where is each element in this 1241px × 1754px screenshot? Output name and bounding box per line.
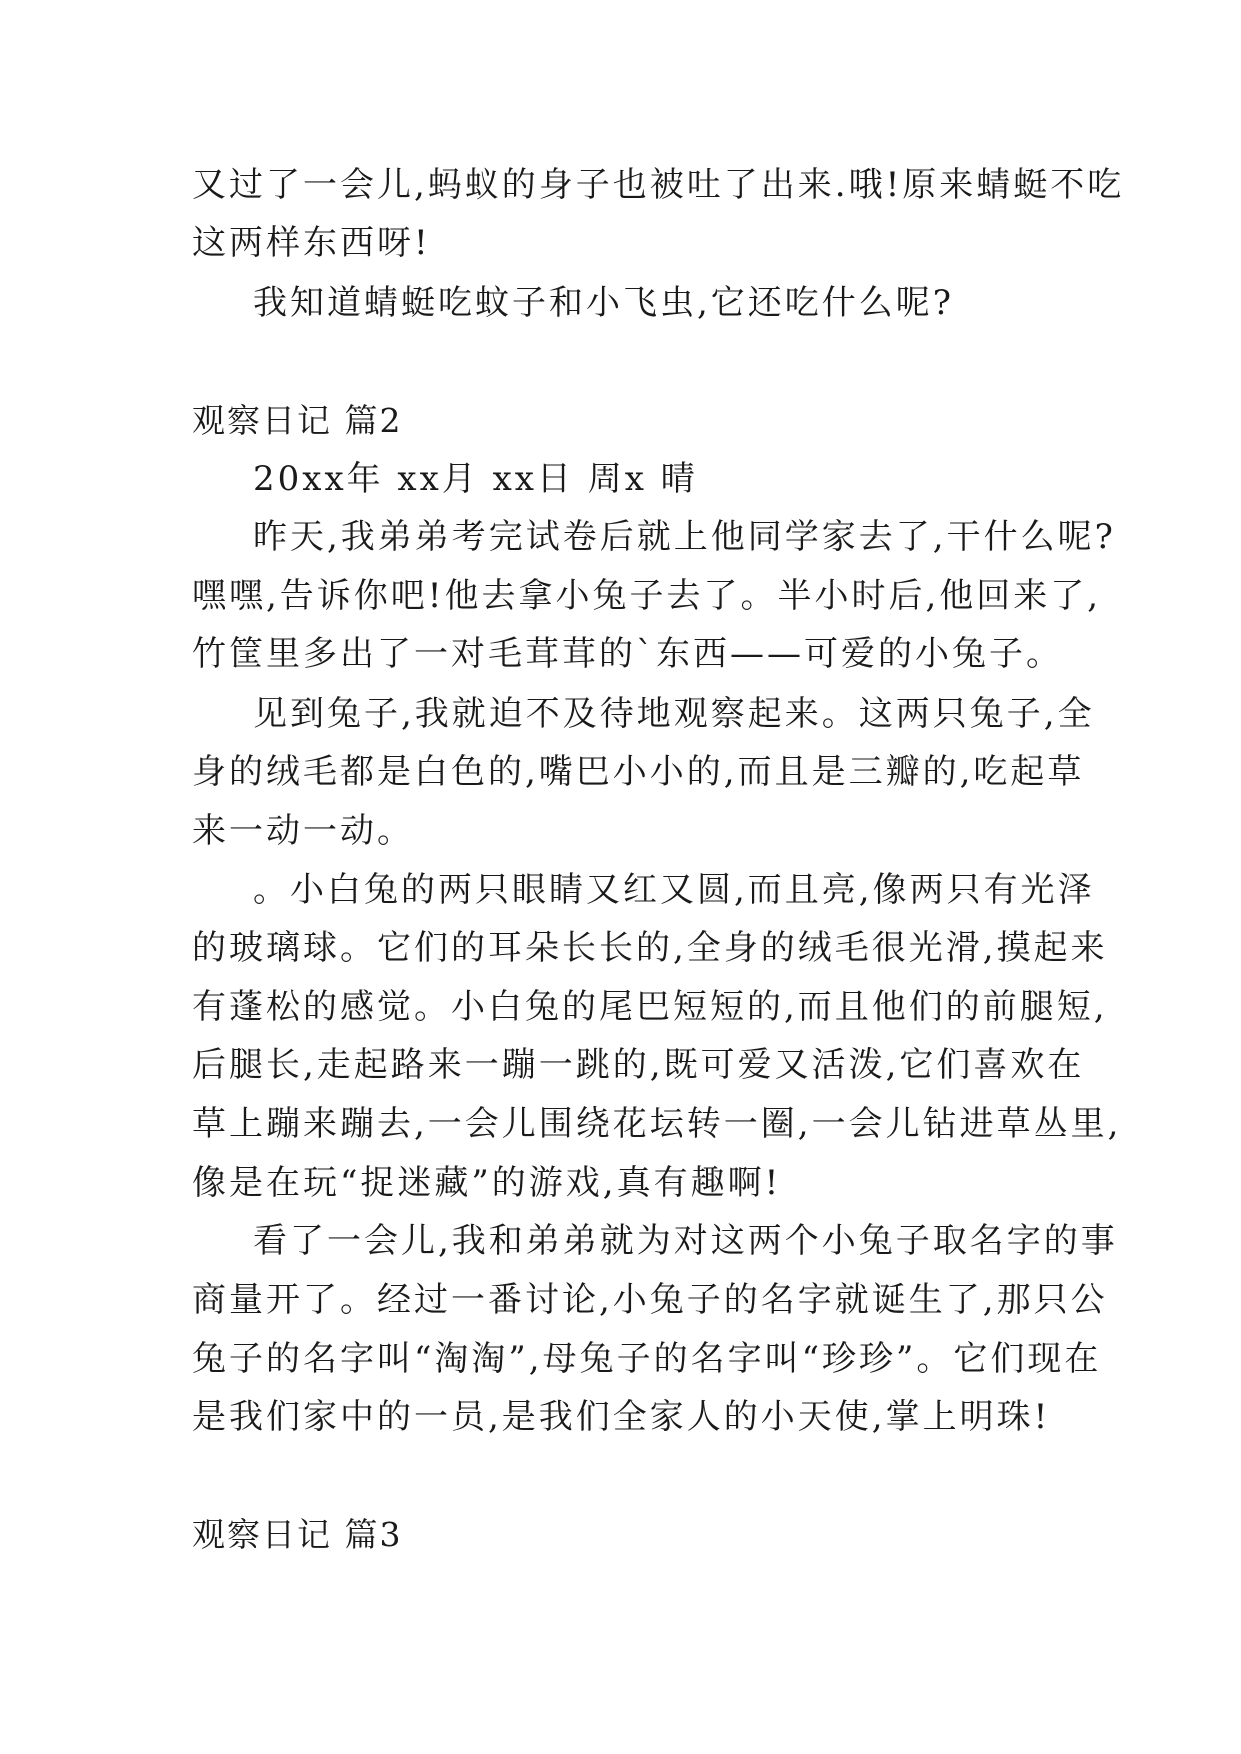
- paragraph-line: 后腿长,走起路来一蹦一跳的,既可爱又活泼,它们喜欢在: [192, 1045, 1085, 1085]
- paragraph-line: 的玻璃球。它们的耳朵长长的,全身的绒毛很光滑,摸起来: [192, 928, 1108, 968]
- paragraph-line: 像是在玩“捉迷藏”的游戏,真有趣啊!: [192, 1163, 782, 1203]
- paragraph-line: 草上蹦来蹦去,一会儿围绕花坛转一圈,一会儿钻进草丛里,: [192, 1104, 1122, 1144]
- paragraph-line: 是我们家中的一员,是我们全家人的小天使,掌上明珠!: [192, 1397, 1051, 1437]
- paragraph-line: 昨天,我弟弟考完试卷后就上他同学家去了,干什么呢?: [253, 517, 1116, 557]
- paragraph-line: 嘿嘿,告诉你吧!他去拿小兔子去了。半小时后,他回来了,: [192, 576, 1102, 616]
- section-heading: 观察日记 篇3: [192, 1515, 403, 1554]
- section-heading: 观察日记 篇2: [192, 401, 403, 440]
- paragraph-line: 见到兔子,我就迫不及待地观察起来。这两只兔子,全: [253, 694, 1095, 734]
- paragraph-line: 身的绒毛都是白色的,嘴巴小小的,而且是三瓣的,吃起草: [192, 752, 1085, 792]
- paragraph-line: 这两样东西呀!: [192, 223, 431, 263]
- paragraph-line: 商量开了。经过一番讨论,小兔子的名字就诞生了,那只公: [192, 1280, 1108, 1320]
- paragraph-line: 有蓬松的感觉。小白兔的尾巴短短的,而且他们的前腿短,: [192, 987, 1108, 1027]
- paragraph-line: 兔子的名字叫“淘淘”,母兔子的名字叫“珍珍”。它们现在: [192, 1339, 1102, 1379]
- paragraph-line: 看了一会儿,我和弟弟就为对这两个小兔子取名字的事: [253, 1221, 1118, 1261]
- paragraph-line: 来一动一动。: [192, 811, 414, 851]
- paragraph-line: 又过了一会儿,蚂蚁的身子也被吐了出来.哦!原来蜻蜓不吃: [192, 165, 1125, 205]
- paragraph-line: 我知道蜻蜓吃蚊子和小飞虫,它还吃什么呢?: [253, 283, 955, 323]
- date-line: 20xx年 xx月 xx日 周x 晴: [253, 459, 698, 499]
- paragraph-line: 。小白兔的两只眼睛又红又圆,而且亮,像两只有光泽: [253, 870, 1095, 910]
- paragraph-line: 竹筐里多出了一对毛茸茸的`东西——可爱的小兔子。: [192, 634, 1063, 674]
